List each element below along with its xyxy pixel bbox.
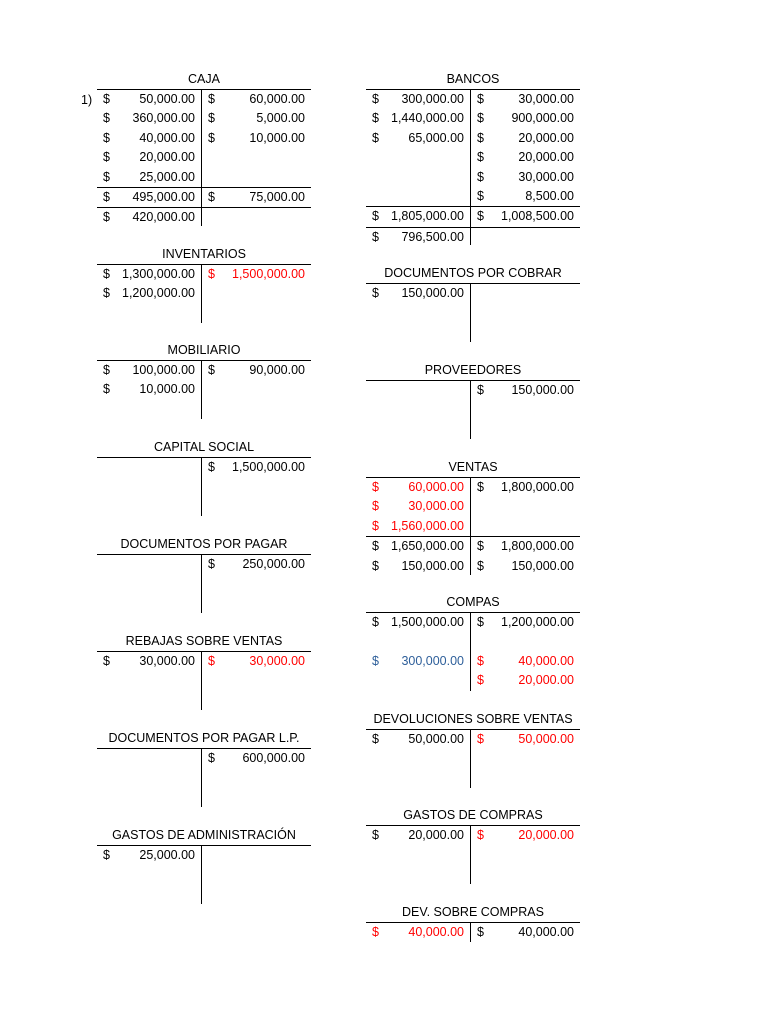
currency-symbol: $ [477, 169, 484, 184]
account-title: MOBILIARIO [97, 341, 311, 361]
debit-cell [366, 90, 470, 109]
amount: 20,000.00 [139, 150, 195, 165]
credit-cell [471, 228, 580, 247]
account-body [97, 846, 311, 865]
currency-symbol: $ [477, 653, 484, 668]
debit-cell [97, 188, 201, 207]
account-title: REBAJAS SOBRE VENTAS [97, 632, 311, 652]
amount: 1,300,000.00 [122, 267, 195, 281]
amount: 40,000.00 [518, 925, 574, 939]
amount: 20,000.00 [518, 150, 574, 165]
entry-row [366, 826, 580, 845]
entry-row [366, 129, 580, 148]
account-body [97, 555, 311, 574]
currency-symbol: $ [208, 189, 215, 204]
total-row [366, 536, 580, 556]
debit-cell [366, 537, 470, 556]
entry-row [366, 284, 580, 303]
debit-cell [97, 265, 201, 284]
account-body [366, 284, 580, 303]
currency-symbol: $ [372, 732, 379, 746]
currency-symbol: $ [208, 460, 215, 474]
entry-row [97, 284, 311, 303]
amount: 100,000.00 [132, 363, 195, 377]
entry-row [366, 730, 580, 749]
amount: 40,000.00 [408, 925, 464, 939]
debit-cell [366, 613, 470, 632]
credit-cell [202, 148, 311, 167]
entry-row [366, 168, 580, 187]
currency-symbol: $ [477, 539, 484, 554]
credit-cell [202, 458, 311, 477]
t-account-documentos-por-cobrar [366, 264, 580, 303]
total-row [97, 207, 311, 227]
amount: 1,560,000.00 [391, 518, 464, 533]
amount: 10,000.00 [139, 382, 195, 397]
credit-cell [471, 129, 580, 148]
debit-cell [366, 632, 470, 651]
amount: 20,000.00 [518, 130, 574, 145]
debit-cell [97, 846, 201, 865]
currency-symbol: $ [477, 92, 484, 106]
currency-symbol: $ [477, 615, 484, 629]
amount: 20,000.00 [518, 828, 574, 842]
debit-cell [366, 497, 470, 516]
debit-cell [366, 187, 470, 206]
amount: 20,000.00 [408, 828, 464, 842]
credit-cell [202, 109, 311, 128]
account-body [97, 265, 311, 304]
total-row [366, 206, 580, 226]
account-body [366, 730, 580, 749]
t-account-rebajas-sobre-ventas [97, 632, 311, 671]
debit-cell [366, 671, 470, 690]
credit-cell [471, 652, 580, 671]
amount: 1,650,000.00 [391, 539, 464, 554]
t-account-gastos-de-compras [366, 806, 580, 845]
debit-cell [97, 109, 201, 128]
currency-symbol: $ [103, 150, 110, 165]
amount: 495,000.00 [132, 189, 195, 204]
debit-cell [97, 168, 201, 187]
debit-cell [366, 478, 470, 497]
currency-symbol: $ [208, 267, 215, 281]
currency-symbol: $ [372, 130, 379, 145]
debit-cell [366, 109, 470, 128]
currency-symbol: $ [372, 499, 379, 514]
debit-cell [97, 555, 201, 574]
amount: 1,500,000.00 [391, 615, 464, 629]
entry-row [366, 671, 580, 690]
credit-cell [202, 284, 311, 303]
debit-cell [97, 652, 201, 671]
account-title: COMPAS [366, 593, 580, 613]
account-title: BANCOS [366, 70, 580, 90]
debit-cell [366, 517, 470, 536]
account-body [97, 90, 311, 228]
currency-symbol: $ [477, 480, 484, 494]
amount: 25,000.00 [139, 848, 195, 862]
t-account-mobiliario [97, 341, 311, 400]
credit-cell [471, 90, 580, 109]
debit-cell [97, 129, 201, 148]
debit-cell [366, 652, 470, 671]
t-account-documentos-por-pagar [97, 535, 311, 574]
currency-symbol: $ [103, 848, 110, 862]
currency-symbol: $ [208, 92, 215, 106]
t-account-capital-social [97, 438, 311, 477]
amount: 150,000.00 [401, 286, 464, 300]
currency-symbol: $ [208, 654, 215, 668]
amount: 60,000.00 [249, 92, 305, 106]
account-body [366, 826, 580, 845]
debit-cell [97, 284, 201, 303]
amount: 25,000.00 [139, 169, 195, 184]
entry-row [366, 632, 580, 651]
currency-symbol: $ [103, 286, 110, 301]
t-account-compas [366, 593, 580, 691]
currency-symbol: $ [103, 111, 110, 126]
amount: 30,000.00 [139, 654, 195, 668]
credit-cell [202, 749, 311, 768]
amount: 300,000.00 [401, 653, 464, 668]
debit-cell [97, 749, 201, 768]
credit-cell [202, 652, 311, 671]
debit-cell [366, 557, 470, 576]
currency-symbol: $ [477, 925, 484, 939]
entry-row [97, 652, 311, 671]
amount: 50,000.00 [408, 732, 464, 746]
credit-cell [202, 90, 311, 109]
debit-cell [97, 90, 201, 109]
account-title: GASTOS DE ADMINISTRACIÓN [97, 826, 311, 846]
currency-symbol: $ [477, 828, 484, 842]
amount: 1,800,000.00 [501, 480, 574, 494]
debit-cell [97, 380, 201, 399]
credit-cell [471, 187, 580, 206]
entry-row [366, 497, 580, 516]
debit-cell [366, 730, 470, 749]
credit-cell [471, 826, 580, 845]
entry-row [97, 380, 311, 399]
entry-row [97, 846, 311, 865]
account-body [97, 652, 311, 671]
account-title: GASTOS DE COMPRAS [366, 806, 580, 826]
amount: 8,500.00 [525, 188, 574, 203]
amount: 1,440,000.00 [391, 111, 464, 126]
currency-symbol: $ [477, 111, 484, 126]
entry-row [366, 517, 580, 536]
account-title: DEVOLUCIONES SOBRE VENTAS [366, 710, 580, 730]
amount: 360,000.00 [132, 111, 195, 126]
amount: 75,000.00 [249, 189, 305, 204]
entry-row [97, 129, 311, 148]
account-body [366, 90, 580, 247]
amount: 5,000.00 [256, 111, 305, 126]
credit-cell [202, 265, 311, 284]
account-title: CAJA [97, 70, 311, 90]
credit-cell [202, 380, 311, 399]
credit-cell [202, 168, 311, 187]
amount: 1,800,000.00 [501, 539, 574, 554]
credit-cell [471, 613, 580, 632]
t-account-ventas [366, 458, 580, 576]
account-body [97, 749, 311, 768]
account-title: DOCUMENTOS POR PAGAR L.P. [97, 729, 311, 749]
credit-cell [202, 361, 311, 380]
currency-symbol: $ [477, 209, 484, 224]
amount: 30,000.00 [408, 499, 464, 514]
currency-symbol: $ [208, 557, 215, 571]
entry-row [97, 749, 311, 768]
currency-symbol: $ [208, 751, 215, 765]
currency-symbol: $ [103, 382, 110, 397]
amount: 600,000.00 [242, 751, 305, 765]
entry-row [97, 265, 311, 284]
account-body [366, 613, 580, 691]
currency-symbol: $ [477, 732, 484, 746]
account-title: DOCUMENTOS POR COBRAR [366, 264, 580, 284]
t-account-inventarios [97, 245, 311, 304]
debit-cell [366, 923, 470, 942]
account-title: INVENTARIOS [97, 245, 311, 265]
credit-cell [471, 284, 580, 303]
credit-cell [471, 923, 580, 942]
t-account-dev-sobre-compras [366, 903, 580, 942]
entry-row [366, 148, 580, 167]
currency-symbol: $ [208, 111, 215, 126]
account-body [97, 458, 311, 477]
amount: 250,000.00 [242, 557, 305, 571]
amount: 1,200,000.00 [501, 615, 574, 629]
amount: 40,000.00 [139, 130, 195, 145]
amount: 1,805,000.00 [391, 209, 464, 224]
total-row [366, 227, 580, 247]
entry-row [366, 923, 580, 942]
entry-row [366, 478, 580, 497]
amount: 150,000.00 [401, 558, 464, 573]
total-row [97, 187, 311, 207]
amount: 900,000.00 [511, 111, 574, 126]
amount: 1,200,000.00 [122, 286, 195, 301]
credit-cell [471, 730, 580, 749]
debit-cell [97, 458, 201, 477]
credit-cell [471, 671, 580, 690]
debit-cell [366, 148, 470, 167]
t-account-documentos-por-pagar-lp [97, 729, 311, 768]
account-title: DEV. SOBRE COMPRAS [366, 903, 580, 923]
amount: 300,000.00 [401, 92, 464, 106]
entry-row [366, 381, 580, 400]
credit-cell [202, 188, 311, 207]
currency-symbol: $ [477, 558, 484, 573]
entry-marker: 1) [81, 93, 93, 107]
currency-symbol: $ [103, 267, 110, 281]
entry-row [97, 148, 311, 167]
account-title: PROVEEDORES [366, 361, 580, 381]
credit-cell [471, 207, 580, 226]
currency-symbol: $ [372, 518, 379, 533]
currency-symbol: $ [477, 188, 484, 203]
currency-symbol: $ [372, 925, 379, 939]
currency-symbol: $ [208, 130, 215, 145]
entry-row [366, 652, 580, 671]
currency-symbol: $ [372, 286, 379, 300]
amount: 60,000.00 [408, 480, 464, 494]
amount: 30,000.00 [518, 169, 574, 184]
currency-symbol: $ [103, 169, 110, 184]
currency-symbol: $ [372, 539, 379, 554]
debit-cell [97, 208, 201, 227]
entry-row [97, 90, 311, 109]
credit-cell [471, 517, 580, 536]
amount: 796,500.00 [401, 229, 464, 244]
amount: 1,500,000.00 [232, 460, 305, 474]
account-title: CAPITAL SOCIAL [97, 438, 311, 458]
credit-cell [471, 478, 580, 497]
currency-symbol: $ [103, 363, 110, 377]
entry-row [97, 168, 311, 187]
currency-symbol: $ [372, 92, 379, 106]
debit-cell [97, 148, 201, 167]
credit-cell [471, 537, 580, 556]
account-title: VENTAS [366, 458, 580, 478]
currency-symbol: $ [372, 653, 379, 668]
debit-cell [366, 168, 470, 187]
credit-cell [471, 109, 580, 128]
entry-row [366, 109, 580, 128]
amount: 30,000.00 [249, 654, 305, 668]
entry-row [97, 458, 311, 477]
t-account-caja [97, 70, 311, 228]
debit-cell [366, 228, 470, 247]
credit-cell [202, 555, 311, 574]
entry-row [97, 555, 311, 574]
currency-symbol: $ [103, 189, 110, 204]
amount: 1,500,000.00 [232, 267, 305, 281]
amount: 90,000.00 [249, 363, 305, 377]
amount: 420,000.00 [132, 210, 195, 225]
credit-cell [471, 632, 580, 651]
entry-row [366, 90, 580, 109]
currency-symbol: $ [103, 130, 110, 145]
credit-cell [202, 129, 311, 148]
currency-symbol: $ [477, 150, 484, 165]
credit-cell [471, 381, 580, 400]
debit-cell [366, 129, 470, 148]
t-account-devoluciones-sobre-ventas [366, 710, 580, 749]
currency-symbol: $ [372, 229, 379, 244]
credit-cell [471, 168, 580, 187]
entry-row [366, 557, 580, 576]
amount: 20,000.00 [518, 673, 574, 688]
currency-symbol: $ [477, 130, 484, 145]
account-body [97, 361, 311, 400]
currency-symbol: $ [208, 363, 215, 377]
currency-symbol: $ [103, 92, 110, 106]
currency-symbol: $ [477, 673, 484, 688]
entry-row [366, 613, 580, 632]
amount: 40,000.00 [518, 653, 574, 668]
account-title: DOCUMENTOS POR PAGAR [97, 535, 311, 555]
account-body [366, 923, 580, 942]
amount: 65,000.00 [408, 130, 464, 145]
account-body [366, 381, 580, 400]
t-account-bancos [366, 70, 580, 247]
credit-cell [202, 846, 311, 865]
currency-symbol: $ [477, 383, 484, 397]
amount: 1,008,500.00 [501, 209, 574, 224]
currency-symbol: $ [372, 111, 379, 126]
t-account-proveedores [366, 361, 580, 400]
currency-symbol: $ [103, 210, 110, 225]
amount: 50,000.00 [518, 732, 574, 746]
currency-symbol: $ [372, 558, 379, 573]
amount: 150,000.00 [511, 383, 574, 397]
currency-symbol: $ [372, 480, 379, 494]
amount: 30,000.00 [518, 92, 574, 106]
currency-symbol: $ [103, 654, 110, 668]
amount: 50,000.00 [139, 92, 195, 106]
entry-row [366, 187, 580, 206]
account-body [366, 478, 580, 576]
currency-symbol: $ [372, 828, 379, 842]
entry-row [97, 109, 311, 128]
amount: 10,000.00 [249, 130, 305, 145]
t-account-gastos-de-administracion [97, 826, 311, 865]
entry-row [97, 361, 311, 380]
debit-cell [366, 284, 470, 303]
amount: 150,000.00 [511, 558, 574, 573]
debit-cell [97, 361, 201, 380]
credit-cell [471, 497, 580, 516]
credit-cell [202, 208, 311, 227]
currency-symbol: $ [372, 209, 379, 224]
debit-cell [366, 381, 470, 400]
credit-cell [471, 557, 580, 576]
currency-symbol: $ [372, 615, 379, 629]
credit-cell [471, 148, 580, 167]
debit-cell [366, 826, 470, 845]
debit-cell [366, 207, 470, 226]
